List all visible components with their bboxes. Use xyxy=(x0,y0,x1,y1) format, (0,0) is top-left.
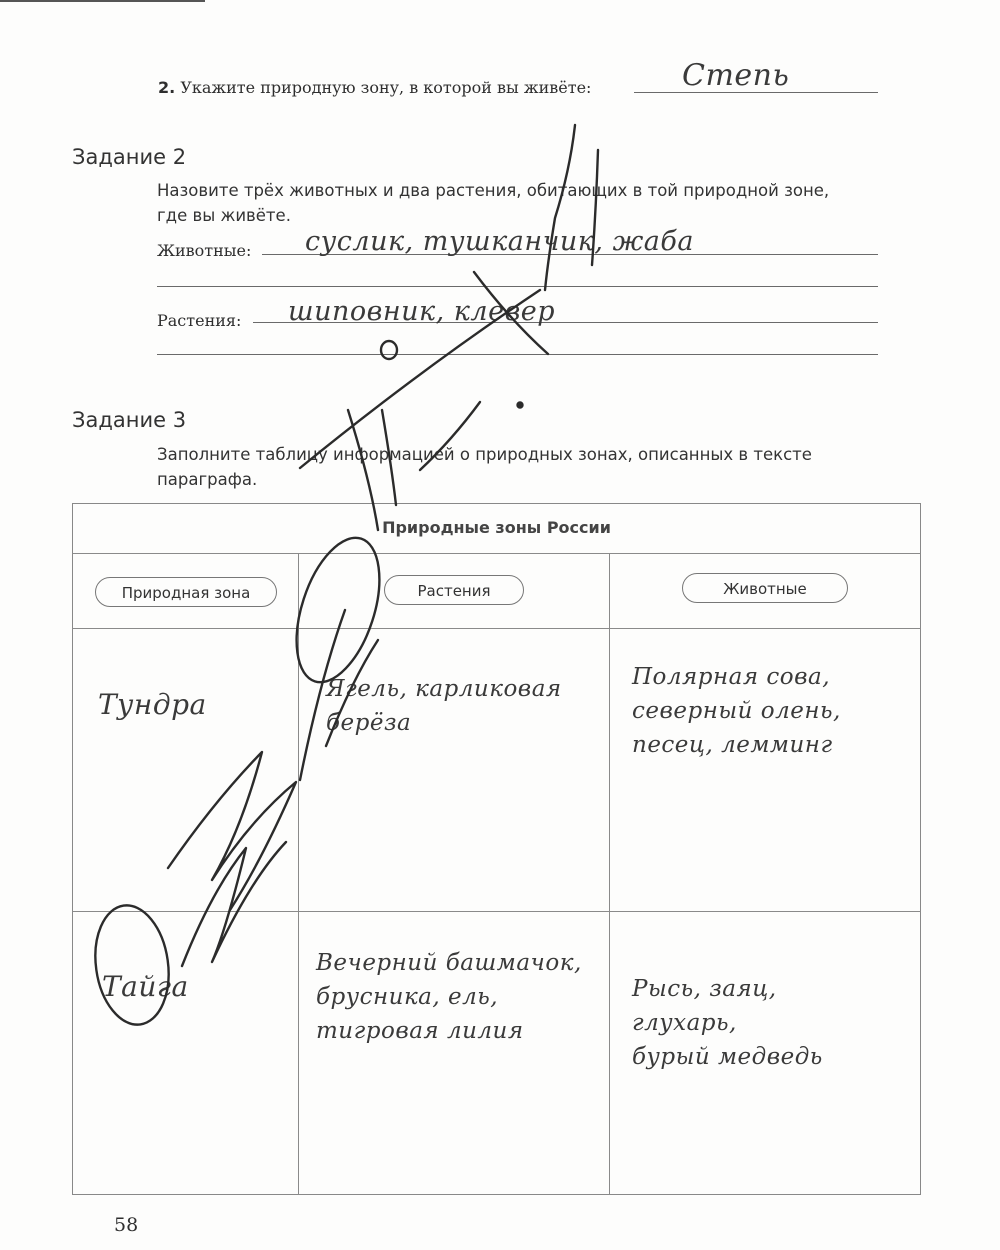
row-2-plants: Вечерний башмачок, брусника, ель, тигровая лилия xyxy=(316,950,582,1044)
answer-zone-handwritten: Степь xyxy=(682,58,790,93)
task-3-prompt-line-1: Заполните таблицу информацией о природных зонах, описанных в тексте xyxy=(157,445,812,464)
animals-answer-handwritten: суслик, тушканчик, жаба xyxy=(305,226,694,257)
question-2 xyxy=(158,78,591,97)
table-col-divider-2 xyxy=(609,553,610,1195)
column-header-zone: Природная зона xyxy=(95,577,277,607)
table-title-divider xyxy=(72,553,921,554)
column-header-animals: Животные xyxy=(682,573,848,603)
question-number: 2. xyxy=(158,78,176,97)
table-title: Природные зоны России xyxy=(382,518,611,537)
question-text: Укажите природную зону, в которой вы живёте: xyxy=(180,78,592,97)
animals-label: Животные: xyxy=(157,241,252,260)
task-2-heading: Задание 2 xyxy=(72,145,187,169)
task-3-prompt-line-2: параграфа. xyxy=(157,470,258,489)
row-2-animals: Рысь, заяц, глухарь, бурый медведь xyxy=(632,976,823,1070)
task-2-prompt-line-1: Назовите трёх животных и два растения, обитающих в той природной зоне, xyxy=(157,181,830,200)
scribble-small-circle xyxy=(381,341,397,359)
plants-line-2 xyxy=(157,354,878,355)
animals-line-2 xyxy=(157,286,878,287)
column-header-plants: Растения xyxy=(384,575,524,605)
task-3-prompt xyxy=(157,442,812,492)
row-1-plants: Ягель, карликовая берёза xyxy=(326,676,562,736)
row-1-animals: Полярная сова, северный олень, песец, лемминг xyxy=(632,664,841,758)
row-2-zone: Тайга xyxy=(102,970,189,1003)
row-1-zone: Тундра xyxy=(98,688,207,721)
task-3-heading: Задание 3 xyxy=(72,408,187,432)
scribble-dot xyxy=(518,403,523,408)
table-header-divider xyxy=(72,628,921,629)
plants-answer-handwritten: шиповник, клевер xyxy=(288,296,556,327)
page-number: 58 xyxy=(114,1214,139,1236)
task-2-prompt xyxy=(157,178,829,228)
plants-label: Растения: xyxy=(157,311,242,330)
table-col-divider-1 xyxy=(298,553,299,1195)
top-edge-rule xyxy=(0,0,205,2)
table-row-divider xyxy=(72,911,921,912)
task-2-prompt-line-2: где вы живёте. xyxy=(157,206,291,225)
